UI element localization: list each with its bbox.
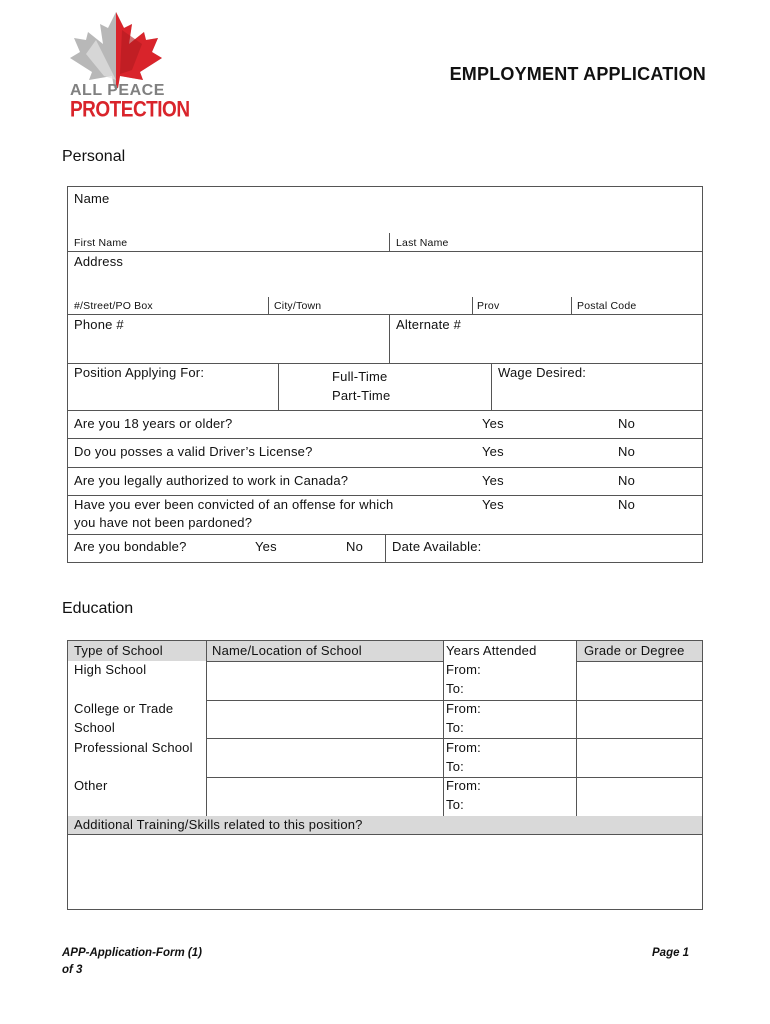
postal-code-label: Postal Code (577, 300, 637, 312)
street-label: #/Street/PO Box (74, 300, 153, 312)
question-license: Do you posses a valid Driver’s License? (74, 444, 313, 459)
professional-from: From: (446, 740, 481, 755)
question-license-yes[interactable]: Yes (482, 444, 504, 459)
parttime-option[interactable]: Part-Time (332, 388, 391, 403)
question-work-authorization-no[interactable]: No (618, 473, 636, 488)
professional-to: To: (446, 759, 464, 774)
logo-text-line1: ALL PEACE (70, 82, 165, 99)
other-to: To: (446, 797, 464, 812)
position-label: Position Applying For: (74, 365, 205, 380)
bondable-no[interactable]: No (346, 539, 364, 554)
question-age-yes[interactable]: Yes (482, 416, 504, 431)
question-conviction-no[interactable]: No (618, 497, 636, 512)
additional-training-input[interactable] (68, 835, 702, 909)
alternate-phone-label: Alternate # (396, 317, 462, 332)
header-years-attended: Years Attended (446, 643, 537, 658)
education-table (67, 640, 703, 910)
question-conviction-line1: Have you ever been convicted of an offense for which (74, 497, 394, 512)
last-name-label: Last Name (396, 237, 449, 249)
additional-training-label: Additional Training/Skills related to this position? (74, 817, 363, 832)
header-grade-degree: Grade or Degree (584, 643, 685, 658)
question-age-no[interactable]: No (618, 416, 636, 431)
phone-label: Phone # (74, 317, 124, 332)
wage-desired-label: Wage Desired: (498, 365, 587, 380)
personal-form-box (67, 186, 703, 563)
question-age: Are you 18 years or older? (74, 416, 233, 431)
prov-label: Prov (477, 300, 500, 312)
bondable-label: Are you bondable? (74, 539, 187, 554)
footer-form-id-line1: APP-Application-Form (1) (62, 947, 202, 959)
maple-leaf-icon (66, 10, 166, 88)
first-name-label: First Name (74, 237, 128, 249)
question-work-authorization: Are you legally authorized to work in Canada? (74, 473, 349, 488)
school-type-other: Other (74, 778, 108, 793)
address-label: Address (74, 254, 124, 269)
header-type-of-school: Type of School (74, 643, 163, 658)
date-available-label: Date Available: (392, 539, 482, 554)
bondable-yes[interactable]: Yes (255, 539, 277, 554)
other-from: From: (446, 778, 481, 793)
high-school-to: To: (446, 681, 464, 696)
college-to: To: (446, 720, 464, 735)
college-from: From: (446, 701, 481, 716)
education-heading: Education (62, 600, 134, 617)
logo-text-line2: PROTECTION (70, 98, 190, 123)
question-conviction-line2: you have not been pardoned? (74, 515, 253, 530)
school-type-professional: Professional School (74, 740, 193, 755)
name-label: Name (74, 191, 110, 206)
question-work-authorization-yes[interactable]: Yes (482, 473, 504, 488)
school-type-college-line2: School (74, 720, 115, 735)
school-type-high-school: High School (74, 662, 147, 677)
personal-heading: Personal (62, 148, 126, 165)
school-type-college-line1: College or Trade (74, 701, 174, 716)
footer-page-number: Page 1 (652, 947, 690, 959)
question-conviction-yes[interactable]: Yes (482, 497, 504, 512)
high-school-from: From: (446, 662, 481, 677)
footer-form-id-line2: of 3 (62, 964, 83, 976)
document-title: EMPLOYMENT APPLICATION (449, 64, 706, 84)
city-label: City/Town (274, 300, 322, 312)
header-name-location: Name/Location of School (212, 643, 362, 658)
name-input-area[interactable] (68, 227, 702, 251)
fulltime-option[interactable]: Full-Time (332, 369, 388, 384)
question-license-no[interactable]: No (618, 444, 636, 459)
